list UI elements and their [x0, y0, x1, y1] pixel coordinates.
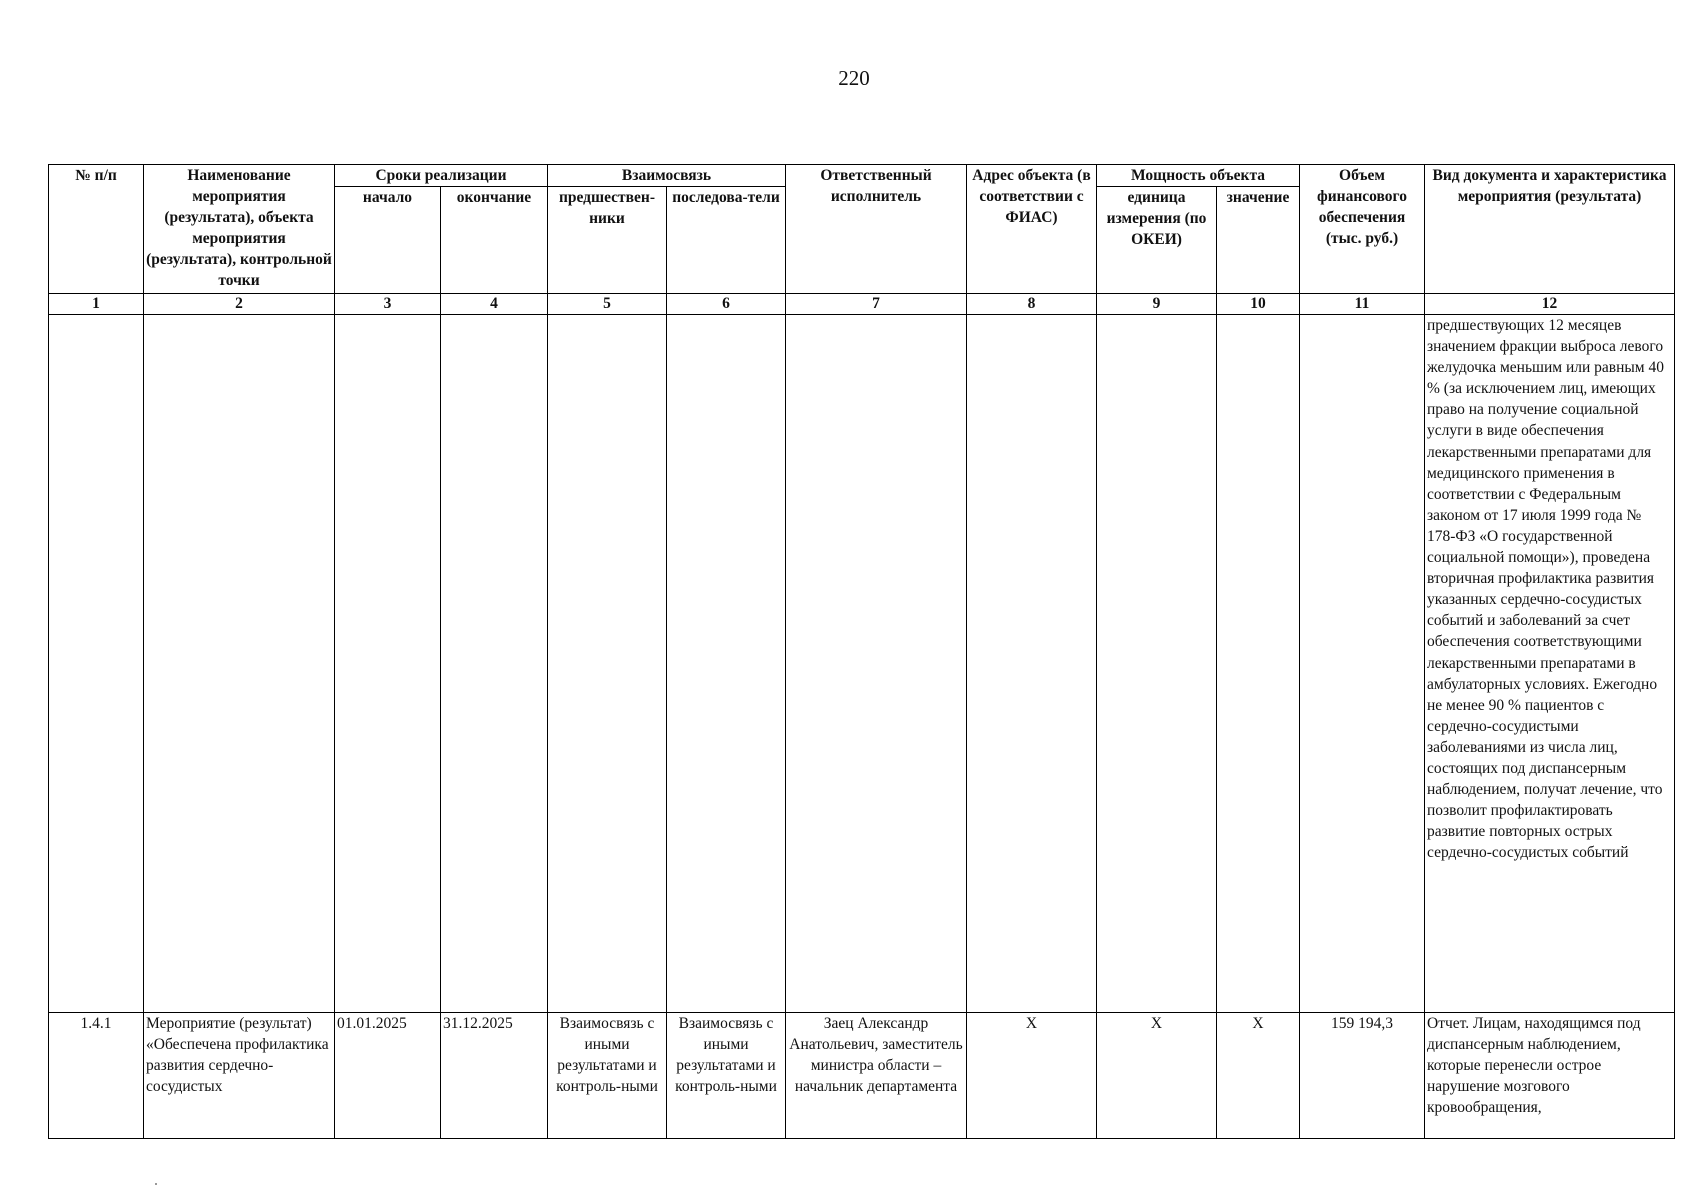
header-col10: значение — [1217, 187, 1300, 294]
column-number: 11 — [1300, 294, 1425, 315]
end-date: 31.12.2025 — [441, 1013, 548, 1139]
column-number: 3 — [335, 294, 441, 315]
header-col8: Адрес объекта (в соответствии с ФИАС) — [967, 165, 1097, 294]
document-description: Отчет. Лицам, находящимся под диспансерным наблюдением, которые перенесли острое нарушение мозгового кровообращения, — [1425, 1013, 1675, 1139]
empty-cell — [144, 315, 335, 1013]
event-name: Мероприятие (результат) «Обеспечена профилактика развития сердечно-сосудистых — [144, 1013, 335, 1139]
table-row-1-4-1 — [49, 1013, 1675, 1139]
header-group-capacity: Мощность объекта — [1097, 165, 1300, 187]
empty-cell — [335, 315, 441, 1013]
responsible-person: Заец Александр Анатольевич, заместитель министра области – начальник департамента — [786, 1013, 967, 1139]
column-number: 9 — [1097, 294, 1217, 315]
empty-cell — [1300, 315, 1425, 1013]
column-number: 4 — [441, 294, 548, 315]
header-col3: начало — [335, 187, 441, 294]
header-col1: № п/п — [49, 165, 144, 294]
object-address: Х — [967, 1013, 1097, 1139]
header-col9: единица измерения (по ОКЕИ) — [1097, 187, 1217, 294]
header-col5: предшественники — [548, 187, 667, 294]
column-number: 8 — [967, 294, 1097, 315]
empty-cell — [786, 315, 967, 1013]
predecessors: Взаимосвязь с иными результатами и контроль-ными — [548, 1013, 667, 1139]
header-col4: окончание — [441, 187, 548, 294]
document-description-continued: предшествующих 12 месяцев значением фракции выброса левого желудочка меньшим или равным 40 % (за исключением лиц, имеющих право на получение социальной услуги в виде обеспечения лекарственными препаратами для медицинского применения в соответствии с Федеральным законом от 17 июля 1999 года № 178-ФЗ «О государственной социальной помощи»), проведена вторичная профилактика развития указанных сердечно-сосудистых событий и заболеваний за счет обеспечения соответствующими лекарственными препаратами в амбулаторных условиях. Ежегодно не менее 90 % пациентов с сердечно-сосудистыми заболеваниями из числа лиц, состоящих под диспансерным наблюдением, получат лечение, что позволит профилактировать развитие повторных острых сердечно-сосудистых событий — [1425, 315, 1675, 1013]
page-number: 220 — [838, 66, 870, 90]
header-row-1 — [49, 165, 1675, 187]
successors: Взаимосвязь с иными результатами и контроль-ными — [667, 1013, 786, 1139]
financing-amount: 159 194,3 — [1300, 1013, 1425, 1139]
column-number: 6 — [667, 294, 786, 315]
empty-cell — [548, 315, 667, 1013]
column-numbers-row — [49, 294, 1675, 315]
empty-cell — [1217, 315, 1300, 1013]
empty-cell — [49, 315, 144, 1013]
header-col2: Наименование мероприятия (результата), объекта мероприятия (результата), контрольной точки — [144, 165, 335, 294]
column-number: 12 — [1425, 294, 1675, 315]
empty-cell — [1097, 315, 1217, 1013]
empty-cell — [441, 315, 548, 1013]
start-date: 01.01.2025 — [335, 1013, 441, 1139]
column-number: 1 — [49, 294, 144, 315]
header-col11: Объем финансового обеспечения (тыс. руб.) — [1300, 165, 1425, 294]
capacity-value: Х — [1217, 1013, 1300, 1139]
continuation-row — [49, 315, 1675, 1013]
row-number: 1.4.1 — [49, 1013, 144, 1139]
empty-cell — [967, 315, 1097, 1013]
header-col6: последова-тели — [667, 187, 786, 294]
column-number: 5 — [548, 294, 667, 315]
header-group-terms: Сроки реализации — [335, 165, 548, 187]
scan-speck — [155, 1183, 157, 1185]
column-number: 7 — [786, 294, 967, 315]
header-col7: Ответственный исполнитель — [786, 165, 967, 294]
unit-of-measure: Х — [1097, 1013, 1217, 1139]
column-number: 2 — [144, 294, 335, 315]
column-number: 10 — [1217, 294, 1300, 315]
events-table — [48, 164, 1675, 1139]
header-col12: Вид документа и характеристика мероприятия (результата) — [1425, 165, 1675, 294]
header-group-relation: Взаимосвязь — [548, 165, 786, 187]
empty-cell — [667, 315, 786, 1013]
